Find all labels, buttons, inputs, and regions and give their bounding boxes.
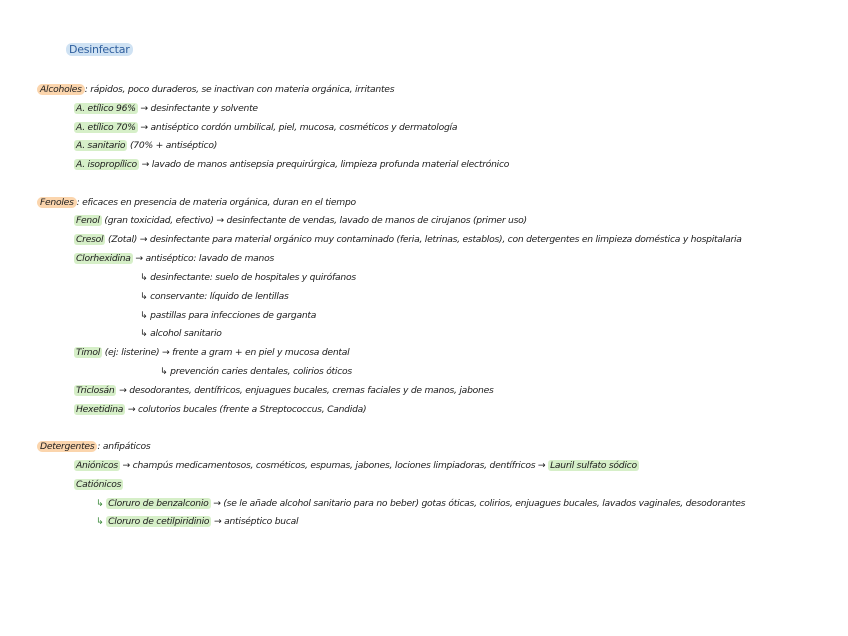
- note-line: [140, 310, 316, 322]
- term-label: Hexetidina: [76, 404, 124, 415]
- note-line: [37, 197, 356, 209]
- note-text: → desodorantes, dentífricos, enjuagues bucales, cremas faciales y de manos, jabones: [116, 385, 494, 396]
- note-text: → desinfectante y solvente: [137, 103, 258, 114]
- note-line: [74, 122, 457, 134]
- term-label: A. sanitario: [76, 140, 126, 151]
- note-text: (Zotal) → desinfectante para material orgánico muy contaminado (feria, letrinas, establos), con detergentes en limpieza doméstica y hospitalaria: [105, 234, 742, 245]
- note-line: [74, 159, 509, 171]
- note-text: → antiséptico bucal: [211, 516, 299, 527]
- note-text: ↳ desinfectante: suelo de hospitales y quirófanos: [140, 272, 356, 283]
- section-heading: Alcoholes: [37, 84, 85, 95]
- section-heading: Detergentes: [37, 441, 97, 452]
- title-highlight: Desinfectar: [66, 43, 133, 56]
- note-line: [74, 103, 258, 115]
- term-label: Clorhexidina: [76, 253, 131, 264]
- note-text: → lavado de manos antisepsia prequirúrgica, limpieza profunda material electrónico: [138, 159, 510, 170]
- page-title: [66, 44, 133, 56]
- note-text: → antiséptico cordón umbilical, piel, mucosa, cosméticos y dermatología: [137, 122, 458, 133]
- note-text: ↳ prevención caries dentales, colirios óticos: [160, 366, 352, 377]
- note-line: [96, 498, 745, 510]
- note-text: (ej: listerine) → frente a gram + en piel y mucosa dental: [102, 347, 350, 358]
- term-label: Cloruro de benzalconio: [108, 498, 209, 509]
- arrow-prefix: ↳: [96, 516, 107, 527]
- note-line: [140, 291, 289, 303]
- note-line: [37, 84, 394, 96]
- note-text: ↳ conservante: líquido de lentillas: [140, 291, 289, 302]
- term-label: A. etílico 96%: [76, 103, 136, 114]
- note-text: ↳ pastillas para infecciones de garganta: [140, 310, 317, 321]
- term-label: Fenol: [76, 215, 100, 226]
- note-line: [74, 404, 366, 416]
- note-text: ↳ alcohol sanitario: [140, 328, 222, 339]
- note-line: [140, 272, 356, 284]
- term-label: Catiónicos: [76, 479, 122, 490]
- note-line: [74, 215, 527, 227]
- note-text: → antiséptico: lavado de manos: [132, 253, 275, 264]
- note-line: [74, 234, 742, 246]
- note-line: [96, 516, 298, 528]
- note-line: [74, 347, 349, 359]
- term-label: Lauril sulfato sódico: [550, 460, 637, 471]
- note-line: [37, 441, 150, 453]
- note-line: [160, 366, 352, 378]
- term-label: Cresol: [76, 234, 104, 245]
- arrow-prefix: ↳: [96, 498, 107, 509]
- note-text: (gran toxicidad, efectivo) → desinfectante de vendas, lavado de manos de cirujanos (primer uso): [101, 215, 527, 226]
- note-text: → (se le añade alcohol sanitario para no beber) gotas óticas, colirios, enjuagues bucales, lavados vaginales, desodorantes: [210, 498, 746, 509]
- note-line: [74, 253, 274, 265]
- note-text: : anfipáticos: [97, 441, 151, 452]
- note-line: [74, 479, 123, 491]
- term-label: Timol: [76, 347, 101, 358]
- note-line: [74, 140, 217, 152]
- note-text: → colutorios bucales (frente a Streptococcus, Candida): [125, 404, 367, 415]
- note-line: [140, 328, 222, 340]
- term-label: Triclosán: [76, 385, 115, 396]
- note-text: (70% + antiséptico): [127, 140, 218, 151]
- note-line: [74, 385, 494, 397]
- section-heading: Fenoles: [37, 197, 77, 208]
- note-text: → champús medicamentosos, cosméticos, espumas, jabones, lociones limpiadoras, dentífricos →: [119, 460, 549, 471]
- term-label: A. isopropílico: [76, 159, 137, 170]
- note-text: : eficaces en presencia de materia orgánica, duran en el tiempo: [76, 197, 356, 208]
- note-line: [74, 460, 639, 472]
- term-label: Cloruro de cetilpiridinio: [108, 516, 210, 527]
- term-label: A. etílico 70%: [76, 122, 136, 133]
- term-label: Aniónicos: [76, 460, 118, 471]
- note-text: : rápidos, poco duraderos, se inactivan con materia orgánica, irritantes: [84, 84, 395, 95]
